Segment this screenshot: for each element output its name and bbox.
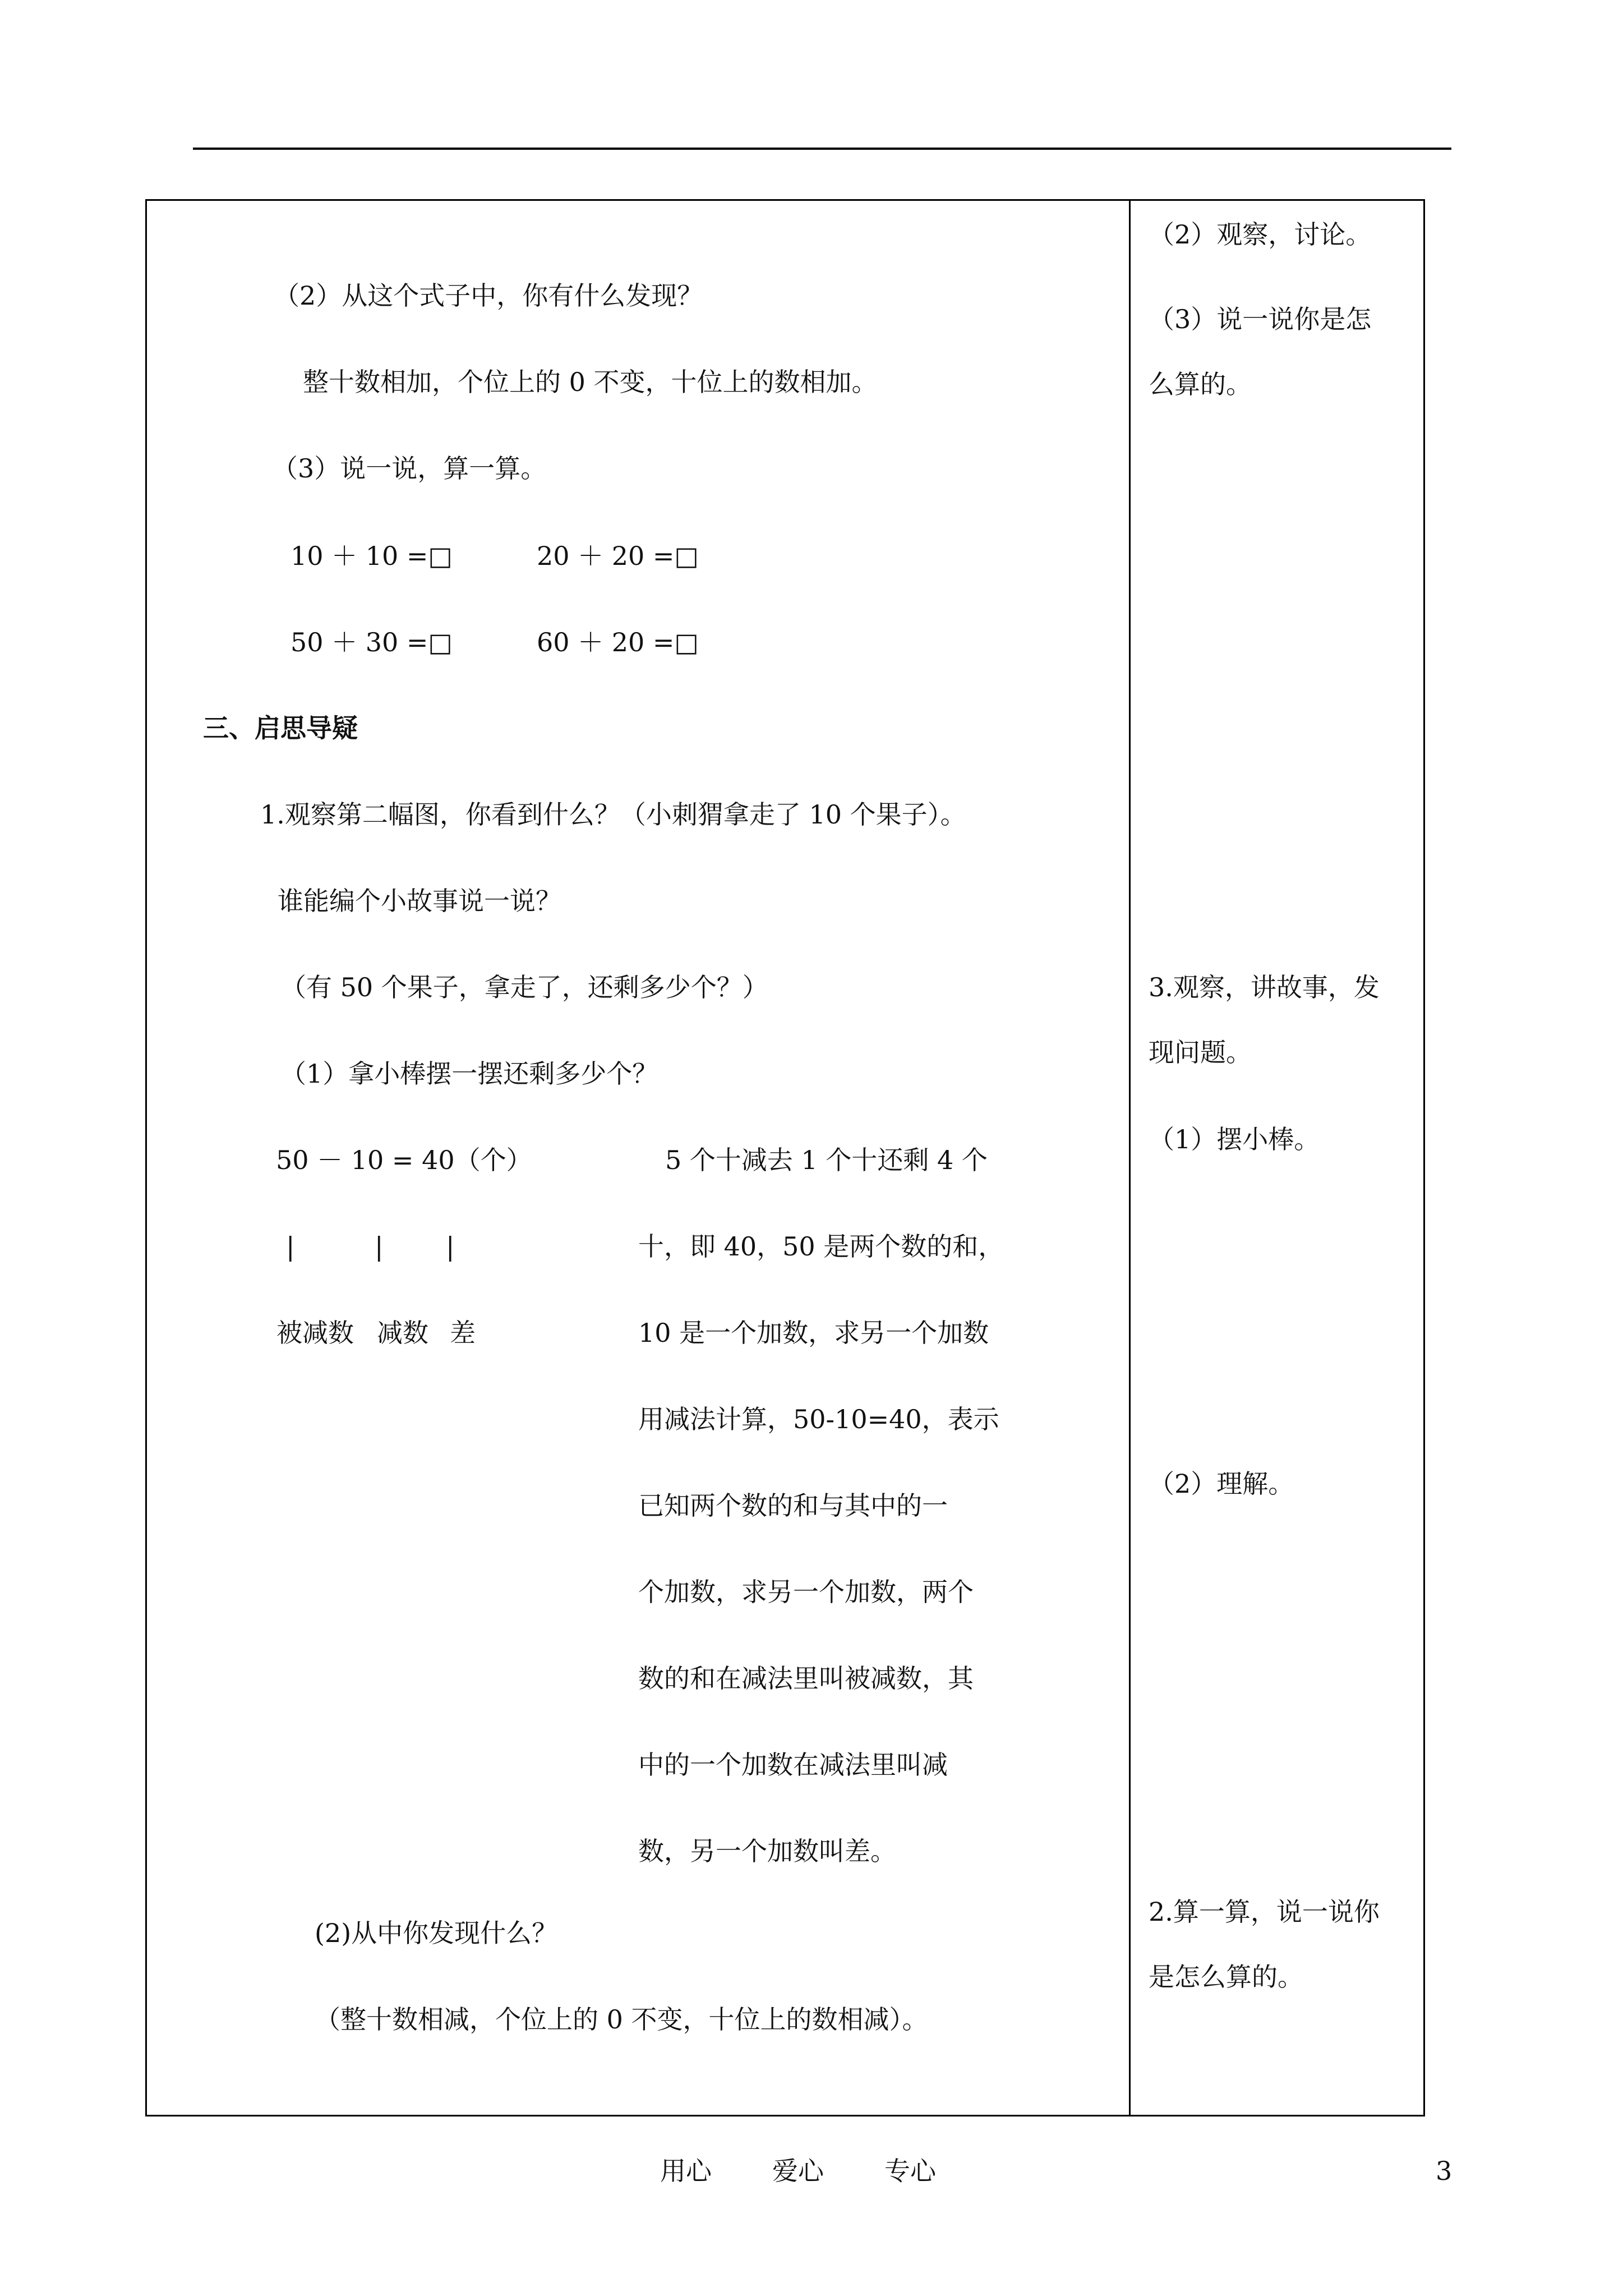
- footer-motto-2: 爱心: [772, 2156, 824, 2186]
- explanation-line-3: 10 是一个加数，求另一个加数: [638, 1318, 989, 1348]
- term-bar-subtrahend: |: [375, 1231, 384, 1262]
- explanation-line-9: 数，另一个加数叫差。: [638, 1836, 896, 1866]
- right-note-understand: （2）理解。: [1149, 1469, 1294, 1499]
- item1-text: 1.观察第二幅图，你看到什么？（小刺猬拿走了 10 个果子）。: [260, 799, 966, 830]
- footer-motto-1: 用心: [660, 2156, 712, 2186]
- right-note-explain-1: （3）说一说你是怎: [1149, 304, 1372, 334]
- term-label-difference: 差: [450, 1318, 476, 1348]
- term-bar-minuend: |: [286, 1231, 295, 1262]
- right-note-calc-2: 是怎么算的。: [1149, 1962, 1303, 1992]
- right-note-story-1: 3.观察，讲故事，发: [1149, 972, 1380, 1002]
- subtraction-equation: 50 － 10 = 40（个）: [276, 1145, 532, 1175]
- sub2-answer: （整十数相减，个位上的 0 不变，十位上的数相减）。: [315, 2004, 928, 2035]
- explanation-line-1: 5 个十减去 1 个十还剩 4 个: [665, 1145, 988, 1175]
- right-note-calc-1: 2.算一算，说一说你: [1149, 1897, 1380, 1927]
- right-note-story-2: 现问题。: [1149, 1037, 1252, 1068]
- explanation-line-4: 用减法计算，50-10=40，表示: [638, 1404, 999, 1434]
- section-heading: 三、启思导疑: [203, 713, 358, 743]
- page-number: 3: [1436, 2156, 1453, 2186]
- q3-prompt: （3）说一说，算一算。: [272, 453, 547, 484]
- item1-story: 谁能编个小故事说一说？: [278, 886, 561, 916]
- explanation-line-5: 已知两个数的和与其中的一: [638, 1490, 948, 1521]
- equation-4: 60 ＋ 20 =□: [537, 627, 699, 657]
- table-right-cell: [1129, 199, 1425, 2116]
- equation-1: 10 ＋ 10 =□: [291, 541, 453, 571]
- header-rule: [193, 148, 1451, 150]
- explanation-line-2: 十，即 40，50 是两个数的和，: [638, 1231, 1004, 1262]
- item1-question: （有 50 个果子，拿走了，还剩多少个？）: [280, 972, 768, 1002]
- sub2-text: (2)从中你发现什么？: [315, 1918, 558, 1948]
- term-bar-difference: |: [446, 1231, 455, 1262]
- sub1-text: （1）拿小棒摆一摆还剩多少个？: [280, 1059, 658, 1089]
- right-note-sticks: （1）摆小棒。: [1149, 1124, 1320, 1154]
- equation-2: 20 ＋ 20 =□: [537, 541, 699, 571]
- explanation-line-8: 中的一个加数在减法里叫减: [638, 1750, 948, 1780]
- footer-motto-3: 专心: [884, 2156, 936, 2186]
- explanation-line-6: 个加数，求另一个加数，两个: [638, 1577, 974, 1607]
- term-label-minuend: 被减数: [276, 1318, 354, 1348]
- q2-prompt: （2）从这个式子中，你有什么发现？: [274, 280, 703, 311]
- explanation-line-7: 数的和在减法里叫被减数，其: [638, 1663, 974, 1694]
- term-label-subtrahend: 减数: [377, 1318, 428, 1348]
- q2-answer: 整十数相加，个位上的 0 不变，十位上的数相加。: [303, 367, 878, 397]
- right-note-observe: （2）观察，讨论。: [1149, 219, 1372, 250]
- equation-3: 50 ＋ 30 =□: [291, 627, 453, 657]
- right-note-explain-2: 么算的。: [1149, 369, 1252, 399]
